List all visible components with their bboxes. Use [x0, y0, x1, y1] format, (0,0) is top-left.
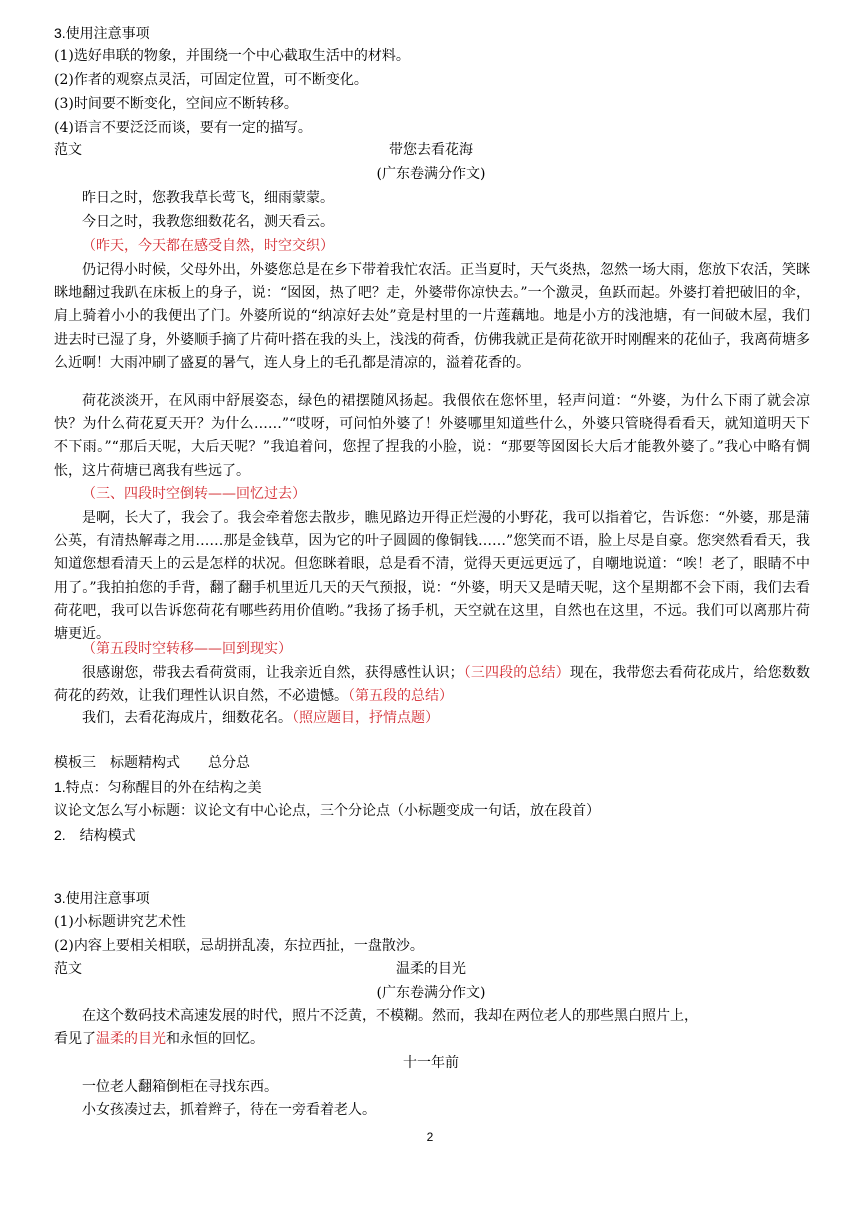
section-heading: 3.使用注意事项 [54, 25, 150, 41]
paragraph-text: 很感谢您，带我去看荷赏雨，让我亲近自然，获得感性认识； [82, 665, 464, 681]
essay-paragraph [54, 707, 808, 730]
list-item: (2)作者的观察点灵活，可固定位置，可不断变化。 [54, 72, 368, 88]
highlight-text: 温柔的目光 [96, 1031, 166, 1047]
structure-line: 2. 结构模式 [54, 827, 136, 843]
essay-paragraph [54, 662, 810, 708]
template-heading: 模板三 标题精构式 总分总 [54, 755, 250, 771]
essay-line: 在这个数码技术高速发展的时代，照片不泛黄，不模糊。然而，我却在两位老人的那些黑白照片上， [82, 1008, 698, 1024]
example-label: 范文 [54, 961, 82, 977]
annotation: （三四段的总结） [463, 665, 570, 681]
paragraph-text: 看见了 [54, 1031, 96, 1047]
feature-line: 1.特点：匀称醒目的外在结构之美 [54, 779, 262, 795]
essay-line: 小女孩凑过去，抓着辫子，待在一旁看着老人。 [82, 1102, 376, 1118]
list-item: (2)内容上要相关相联，忌胡拼乱凑，东拉西扯，一盘散沙。 [54, 938, 424, 954]
page-number: 2 [426, 1130, 434, 1144]
annotation: （昨天，今天都在感受自然，时空交织） [82, 238, 334, 254]
paragraph-text: 现在，我带您去看荷花成片，给您数数荷花的药效，让我们理性认识自然，不必遗憾。 [54, 665, 811, 705]
essay-paragraph: 荷花淡淡开，在风雨中舒展姿态，绿色的裙摆随风扬起。我偎依在您怀里，轻声问道：“外婆，为什么下雨了就会凉快？为什么荷花夏天开？为什么……”“哎呀，可问怕外婆了！外婆哪里知道些什么，外婆只管晓得看看天，就知道明天下不下雨。”“那后天呢，大后天呢？”我追着问，您捏了捏我的小脸，说：“那要等囡囡长大后才能教外婆了。”我心中略有惆怅，这片荷塘已离我有些远了。 [54, 393, 810, 479]
list-item: (1)选好串联的物象，并围绕一个中心截取生活中的材料。 [54, 48, 410, 64]
example-label: 范文 [54, 142, 82, 158]
annotation: （第五段时空转移——回到现实） [82, 641, 292, 657]
essay-line [54, 1028, 808, 1051]
annotation: （第五段的总结） [348, 688, 453, 705]
note-line: 议论文怎么写小标题：议论文有中心论点，三个分论点（小标题变成一句话，放在段首） [54, 803, 600, 819]
essay-source: (广东卷满分作文) [376, 985, 486, 1001]
list-item: (3)时间要不断变化，空间应不断转移。 [54, 96, 298, 112]
section-heading: 3.使用注意事项 [54, 890, 150, 906]
sub-heading: 十一年前 [403, 1055, 459, 1071]
essay-source: (广东卷满分作文) [376, 166, 486, 182]
essay-line: 今日之时，我教您细数花名，测天看云。 [82, 214, 334, 230]
list-item: (4)语言不要泛泛而谈，要有一定的描写。 [54, 120, 312, 136]
annotation: （三、四段时空倒转——回忆过去） [82, 486, 306, 502]
paragraph-text: 我们，去看花海成片，细数花名。 [82, 710, 292, 726]
essay-title: 带您去看花海 [389, 142, 473, 158]
essay-line: 昨日之时，您教我草长莺飞，细雨蒙蒙。 [82, 190, 334, 206]
annotation: （照应题目，抒情点题） [292, 710, 439, 726]
essay-paragraph: 仍记得小时候，父母外出，外婆您总是在乡下带着我忙农活。正当夏时，天气炎热，忽然一场大雨，您放下农活，笑眯眯地翻过我趴在床板上的身子，说：“囡囡，热了吧？走，外婆带你凉快去。”一个激灵，鱼跃而起。外婆打着把破旧的伞，肩上骑着小小的我便出了门。外婆所说的“纳凉好去处”竟是村里的一片莲藕地。地是小方的浅池塘，有一间破木屋，我们进去时已湿了身，外婆顺手摘了片荷叶搭在我的头上，浅浅的荷香，仿佛我就正是荷花欲开时刚醒来的花仙子，我离荷塘多么近啊！大雨冲刷了盛夏的暑气，连人身上的毛孔都是清凉的，溢着花香的。 [54, 262, 810, 371]
essay-line: 一位老人翻箱倒柜在寻找东西。 [82, 1079, 278, 1095]
essay-title: 温柔的目光 [396, 961, 466, 977]
list-item: (1)小标题讲究艺术性 [54, 914, 186, 930]
essay-paragraph: 是啊，长大了，我会了。我会牵着您去散步，瞧见路边开得正烂漫的小野花，我可以指着它，告诉您：“外婆，那是蒲公英，有清热解毒之用……那是金钱草，因为它的叶子圆圆的像铜钱……”您笑而不语，脸上尽是自豪。您突然看看天，我知道您想看清天上的云是怎样的状况。但您眯着眼，总是看不清，觉得天更远更远了，自嘲地说道：“唉！老了，眼睛不中用了。”我拍拍您的手背，翻了翻手机里近几天的天气预报，说：“外婆，明天又是晴天呢，这个星期都不会下雨，我们去看荷花吧，我可以告诉您荷花有哪些药用价值哟。”我扬了扬手机，天空就在这里，自然也在这里，不远。我们可以离那片荷塘更近。 [54, 510, 810, 643]
paragraph-text: 和永恒的回忆。 [166, 1031, 264, 1047]
